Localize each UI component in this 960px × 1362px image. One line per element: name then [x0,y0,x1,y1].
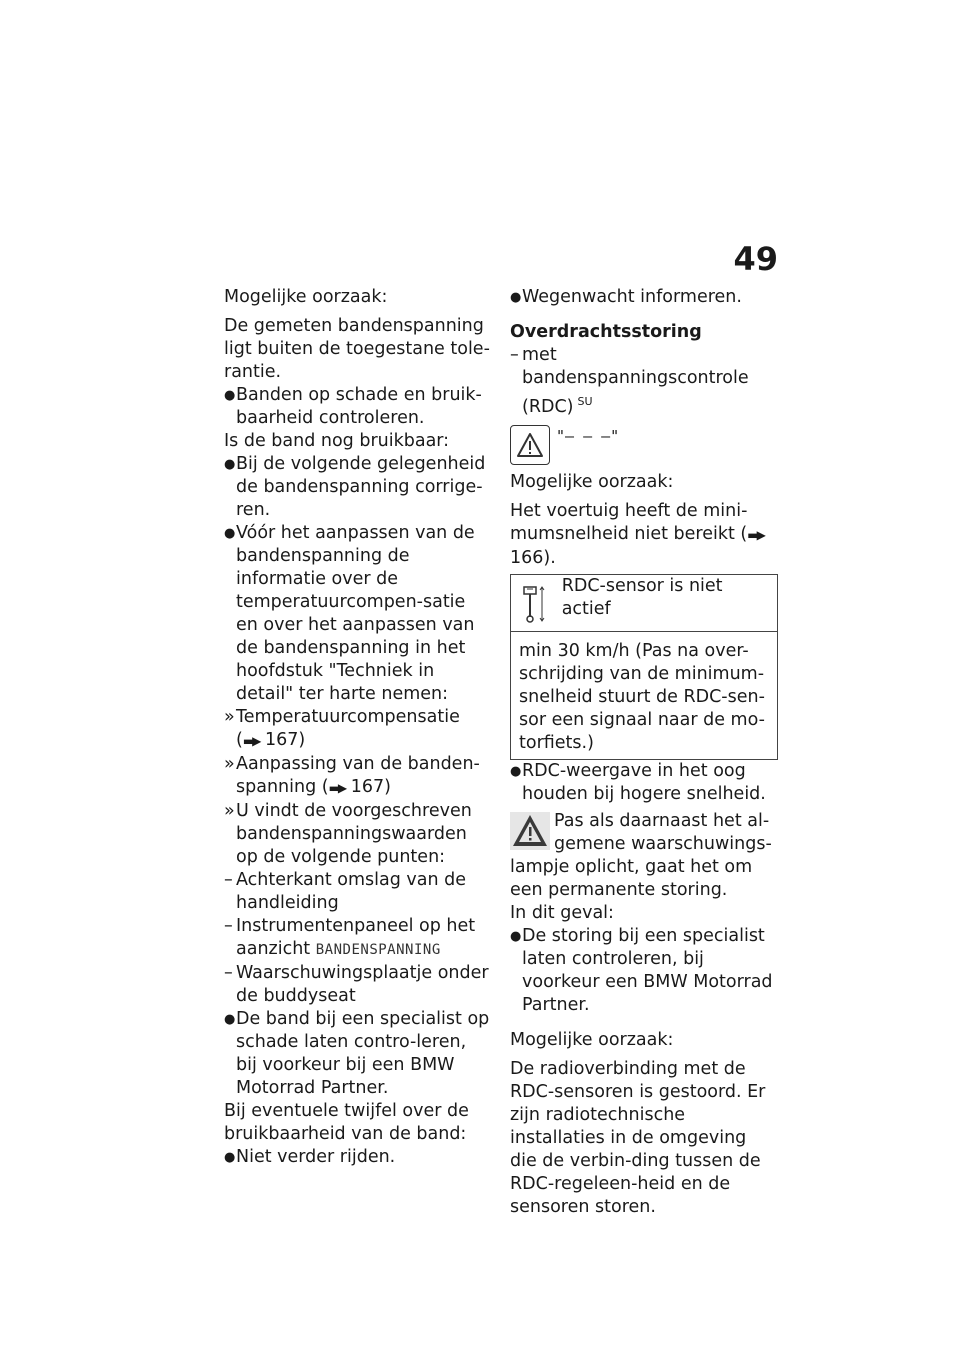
page-number: 49 [733,240,778,278]
page-reference-icon: ▬▶ [242,734,260,748]
page-reference-icon: ▬▶ [747,527,764,542]
page-reference[interactable]: 167) [350,777,391,797]
paragraph: Is de band nog bruikbaar: [224,431,450,451]
arrow-icon: » [224,754,235,774]
bullet-icon: ● [224,388,236,403]
list-item: ● De band bij een specialist op schade laten contro-leren, bij voorkeur bij een BMW Motorrad Partner. [224,1009,490,1098]
page-reference-icon: ▬▶ [328,781,346,795]
table-cell: RDC-sensor is niet actief [561,575,723,619]
list-item: ● Bij de volgende gelegenheid de bandenspanning corrige-ren. [224,454,486,520]
cause-text: De gemeten bandenspanning ligt buiten de toegestane tole-rantie. [224,316,490,382]
arrow-icon: » [224,801,235,821]
cause-text: De radioverbinding met de RDC-sensoren is gestoord. Er zijn radiotechnische installaties in de omgeving die de verbin-ding tussen de RDC-regeleen-heid en de sensoren storen. [510,1058,766,1217]
list-item: ● Banden op schade en bruik-baarheid controleren. [224,385,482,428]
left-column [224,286,492,1169]
list-item: ● RDC-weergave in het oog houden bij hogere snelheid. [510,760,766,804]
info-table [510,574,778,760]
section-heading: Overdrachtsstoring [510,322,702,342]
right-column [510,286,778,1219]
bullet-icon: ● [510,290,522,305]
table-row [511,575,777,632]
list-item: ● De storing bij een specialist laten controleren, bij voorkeur een BMW Motorrad Partner. [510,925,773,1015]
list-item: » Aanpassing van de banden-spanning (▬▶ 167) [224,753,492,800]
bullet-icon: ● [510,763,522,779]
rdc-sensor-icon [511,575,556,631]
cause-label: Mogelijke oorzaak: [510,471,674,492]
warning-display [510,425,778,465]
dash-icon: – [224,963,233,983]
dash-icon: – [510,345,519,365]
warning-triangle-icon [510,425,550,465]
dash-icon: – [224,916,233,936]
table-cell: min 30 km/h (Pas na over-schrijding van de minimum-snelheid stuurt de RDC-sen-sor een signaal naar de mo-torfiets.) [519,640,765,753]
display-text: BANDENSPANNING [315,942,441,958]
list-item: ● Vóór het aanpassen van de bandenspanning de informatie over de temperatuurcompen-satie en over het aanpassen van de bandenspanning in het hoofdstuk "Techniek in detail" ter harte nemen: [224,523,475,704]
bullet-icon: ● [224,1012,236,1027]
list-item: – met bandenspanningscontrole (RDC) $^{SU}$ [510,345,749,417]
bullet-icon: ● [510,928,522,944]
note-text: Pas als daarnaast het al-gemene waarschuwings-lampje oplicht, gaat het om een permanente storing. [510,810,772,900]
list-item: » Temperatuurcompensatie (▬▶ 167) [224,706,492,753]
bullet-icon: ● [224,1150,236,1165]
cause-label: Mogelijke oorzaak: [224,287,388,307]
page-reference[interactable]: 167) [264,730,306,750]
warning-note [510,810,778,902]
paragraph: In dit geval: [510,902,614,923]
bullet-icon: ● [224,457,236,472]
page-reference[interactable]: 166). [510,547,556,568]
list-item: – Waarschuwingsplaatje onder de buddyseat [224,963,489,1006]
list-item: ● Niet verder rijden. [224,1147,396,1167]
list-item: ● Wegenwacht informeren. [510,287,742,307]
arrow-icon: » [224,707,235,727]
warning-triangle-icon [510,812,550,850]
display-dashes: "– – –" [556,426,620,445]
dash-icon: – [224,870,233,890]
list-item: » U vindt de voorgeschreven bandenspanningswaarden op de volgende punten: [224,801,472,867]
paragraph: Bij eventuele twijfel over de bruikbaarheid van de band: [224,1101,469,1144]
bullet-icon: ● [224,526,236,541]
list-item: – Instrumentenpaneel op het aanzicht BANDENSPANNING [224,916,476,959]
list-item: – Achterkant omslag van de handleiding [224,870,467,913]
cause-text: Het voertuig heeft de mini-mumsnelheid niet bereikt (▬▶ 166). [510,500,764,568]
cause-label: Mogelijke oorzaak: [510,1029,674,1050]
superscript: SU [577,395,593,408]
